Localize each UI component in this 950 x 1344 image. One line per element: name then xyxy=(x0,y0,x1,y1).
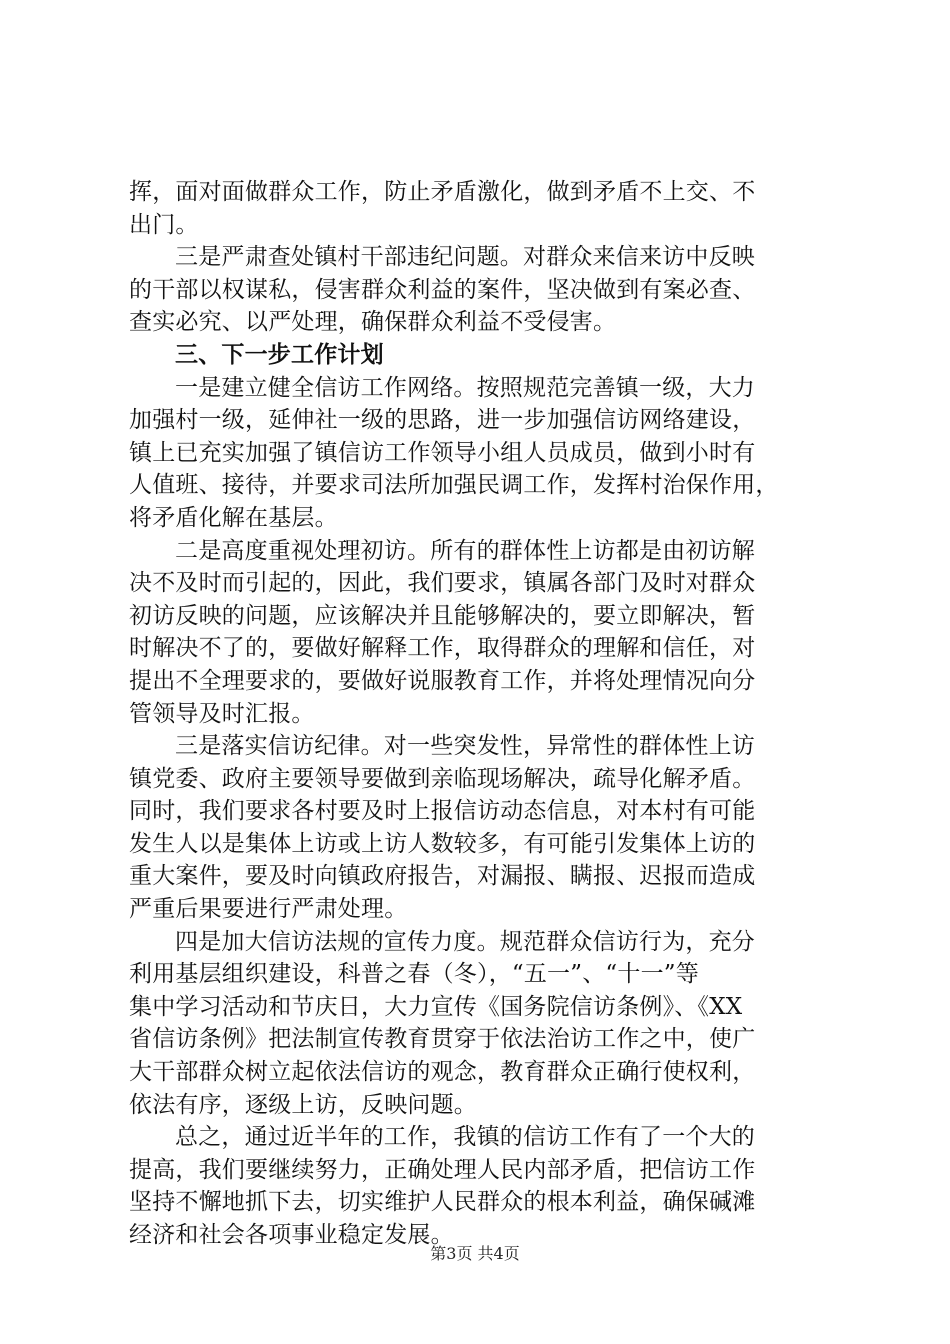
body-line: 省信访条例》把法制宣传教育贯穿于依法治访工作之中，使广 xyxy=(129,1026,756,1053)
body-line: 决不及时而引起的，因此，我们要求，镇属各部门及时对群众 xyxy=(129,570,756,597)
paragraph-start-line: 总之，通过近半年的工作，我镇的信访工作有了一个大的 xyxy=(175,1124,755,1151)
body-line: 集中学习活动和节庆日，大力宣传《国务院信访条例》、《XX xyxy=(129,993,743,1020)
body-line: 大干部群众树立起依法信访的观念，教育群众正确行使权利， xyxy=(129,1059,756,1086)
body-line: 将矛盾化解在基层。 xyxy=(129,504,338,531)
body-line: 经济和社会各项事业稳定发展。 xyxy=(129,1222,454,1248)
body-line: 加强村一级，延伸社一级的思路，进一步加强信访网络建设， xyxy=(129,407,756,434)
body-line: 重大案件，要及时向镇政府报告，对漏报、瞒报、迟报而造成 xyxy=(129,863,756,890)
paragraph-start-line: 四是加大信访法规的宣传力度。规范群众信访行为，充分 xyxy=(175,928,755,955)
body-line: 人值班、接待，并要求司法所加强民调工作，发挥村治保作用， xyxy=(129,472,779,499)
body-line: 镇党委、政府主要领导要做到亲临现场解决，疏导化解矛盾。 xyxy=(129,765,756,792)
body-line: 出门。 xyxy=(129,211,199,238)
paragraph-start-line: 三是严肃查处镇村干部违纪问题。对群众来信来访中反映 xyxy=(175,244,755,271)
body-line: 镇上已充实加强了镇信访工作领导小组人员成员，做到小时有 xyxy=(129,439,756,466)
body-line: 提高，我们要继续努力，正确处理人民内部矛盾，把信访工作 xyxy=(129,1156,756,1183)
body-line: 依法有序，逐级上访，反映问题。 xyxy=(129,1091,477,1118)
body-line: 初访反映的问题，应该解决并且能够解决的，要立即解决，暂 xyxy=(129,602,756,629)
paragraph-start-line: 二是高度重视处理初访。所有的群体性上访都是由初访解 xyxy=(175,537,755,564)
page-number-footer: 第3页 共4页 xyxy=(430,1244,520,1263)
body-line: 的干部以权谋私，侵害群众利益的案件，坚决做到有案必查、 xyxy=(129,276,756,303)
paragraph-start-line: 三是落实信访纪律。对一些突发性，异常性的群体性上访 xyxy=(175,733,755,760)
paragraph-start-line: 一是建立健全信访工作网络。按照规范完善镇一级，大力 xyxy=(175,374,755,401)
body-line: 严重后果要进行严肃处理。 xyxy=(129,896,408,923)
body-line: 管领导及时汇报。 xyxy=(129,700,315,727)
section-heading: 三、下一步工作计划 xyxy=(175,341,384,368)
body-line: 提出不全理要求的，要做好说服教育工作，并将处理情况向分 xyxy=(129,667,756,694)
body-line: 时解决不了的，要做好解释工作，取得群众的理解和信任，对 xyxy=(129,635,756,662)
body-line: 坚持不懈地抓下去，切实维护人民群众的根本利益，确保碱滩 xyxy=(129,1189,756,1216)
body-line: 挥，面对面做群众工作，防止矛盾激化，做到矛盾不上交、不 xyxy=(129,179,756,205)
body-line: 发生人以是集体上访或上访人数较多，有可能引发集体上访的 xyxy=(129,830,756,857)
body-line: 同时，我们要求各村要及时上报信访动态信息，对本村有可能 xyxy=(129,798,756,825)
body-line: 查实必究、以严处理，确保群众利益不受侵害。 xyxy=(129,309,617,336)
document-body xyxy=(129,176,833,1252)
body-line: 利用基层组织建设，科普之春（冬），“五一”、“十一”等 xyxy=(129,961,699,988)
